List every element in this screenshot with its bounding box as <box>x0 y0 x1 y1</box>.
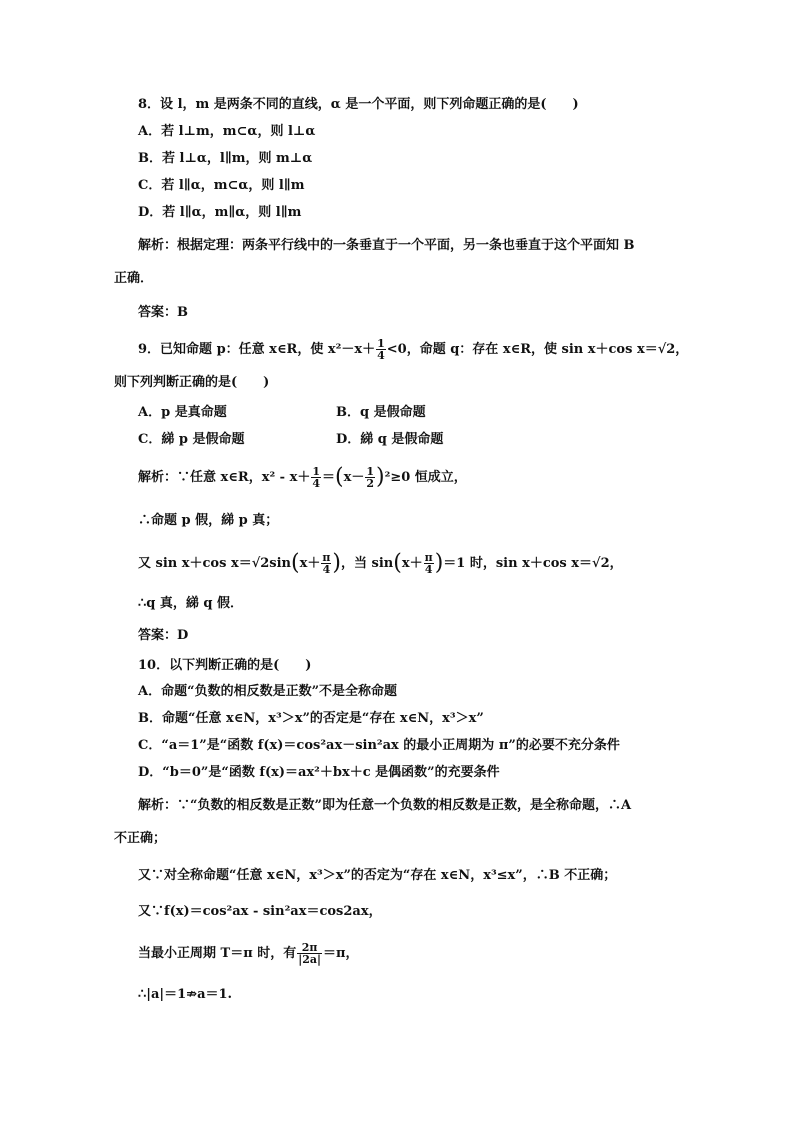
q10-analysis-line4: 又∵f(x)＝cos²ax - sin²ax＝cos2ax， <box>138 904 382 919</box>
q10-option-d: D．“b＝0”是“函数 f(x)＝ax²＋bx＋c 是偶函数”的充要条件 <box>138 765 500 780</box>
q9-stem: 9．已知命题 p：任意 x∈R，使 x²－x＋ $\frac{1}{4}$ <0，命题 q：存在 x∈R，使 sin x＋cos x＝√2， <box>138 337 689 362</box>
q10-stem: 10．以下判断正确的是( ) <box>138 658 312 673</box>
q9-analysis-line4: ∴q 真，綈 q 假． <box>138 596 244 611</box>
q9-option-a: A．p 是真命题 <box>138 405 227 420</box>
q8-analysis-line2: 正确． <box>114 271 154 286</box>
q10-analysis-line5: 当最小正周期 T＝π 时，有 $\frac{2\pi}{|2a|}$ ＝π， <box>138 941 359 966</box>
q10-analysis-line1: 解析：∵“负数的相反数是正数”即为任意一个负数的相反数是正数，是全称命题，∴A <box>138 798 632 813</box>
q8-option-b: B．若 l⊥α，l∥m，则 m⊥α <box>138 151 313 166</box>
q10-analysis-line2: 不正确； <box>114 831 167 846</box>
q8-option-a: A．若 l⊥m，m⊂α，则 l⊥α <box>138 124 316 139</box>
q9-analysis-line2: ∴命题 p 假，綈 p 真； <box>138 513 279 528</box>
q9-option-c: C．綈 p 是假命题 <box>138 432 245 447</box>
q9-analysis-line1: 解析：∵任意 x∈R，x² - x＋ $\frac{1}{4}$ ＝(x－ $\frac{1}{2}$ )²≥0 恒成立， <box>138 464 467 490</box>
q8-analysis-line1: 解析：根据定理：两条平行线中的一条垂直于一个平面，另一条也垂直于这个平面知 B <box>138 238 635 253</box>
q9-stem-line2: 则下列判断正确的是( ) <box>114 375 270 390</box>
q10-option-b: B．命题“任意 x∈N，x³＞x”的否定是“存在 x∈N，x³＞x” <box>138 711 484 726</box>
q9-stem-fraction: $\frac{1}{4}$ <box>377 337 385 362</box>
q10-option-c: C．“a＝1”是“函数 f(x)＝cos²ax－sin²ax 的最小正周期为 π”的必要不充分条件 <box>138 738 620 753</box>
q9-answer: 答案：D <box>138 628 189 643</box>
q9-analysis-line3: 又 sin x＋cos x＝√2sin(x＋ $\frac{\pi}{4}$ )，当 sin(x＋ $\frac{\pi}{4}$ )＝1 时，sin x＋cos x＝√2， <box>138 550 623 576</box>
q8-stem: 8．设 l，m 是两条不同的直线，α 是一个平面，则下列命题正确的是( ) <box>138 97 579 112</box>
q8-answer: 答案：B <box>138 305 188 320</box>
q10-analysis-line3: 又∵对全称命题“任意 x∈N，x³＞x”的否定为“存在 x∈N，x³≤x”，∴B 不正确； <box>138 868 617 883</box>
q10-option-a: A．命题“负数的相反数是正数”不是全称命题 <box>138 684 398 699</box>
q9-option-b: B．q 是假命题 <box>336 405 426 420</box>
q8-option-c: C．若 l∥α，m⊂α，则 l∥m <box>138 178 305 193</box>
q10-analysis-line6: ∴|a|＝1⇏a＝1. <box>138 987 233 1002</box>
q8-option-d: D．若 l∥α，m∥α，则 l∥m <box>138 205 302 220</box>
q9-option-d: D．綈 q 是假命题 <box>336 432 444 447</box>
